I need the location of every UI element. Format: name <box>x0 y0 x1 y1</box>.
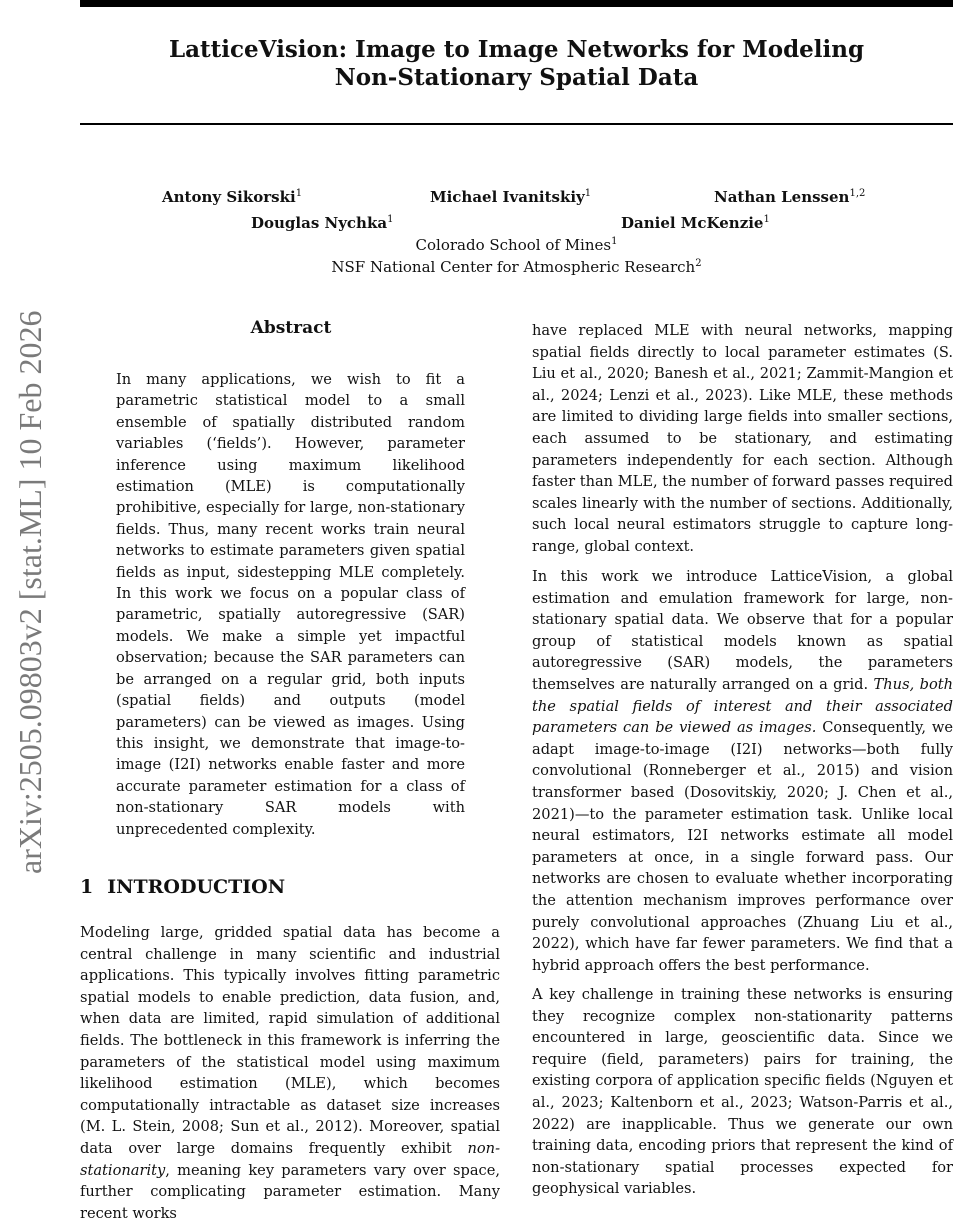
section-heading-introduction <box>80 876 285 898</box>
author-mckenzie: Daniel McKenzie$^1$ <box>621 214 770 232</box>
intro-paragraph-2: In this work we introduce LatticeVision, a global estimation and emulation framework for large, non-stationary spatial data. We observe that for a popular group of statistical models known as spatial autoregressive (SAR) models, the parameters themselves are naturally arranged on a grid. Thus, both the spatial fields of interest and their associated parameters can be viewed as images. Consequently, we adapt image-to-image (I2I) networks—both fully convolutional (Ronneberger et al., 2015) and vision transformer based (Dosovitskiy, 2020; J. Chen et al., 2021)—to the parameter estimation task. Unlike local neural estimators, I2I networks estimate all model parameters at once, in a single forward pass. Our networks are chosen to evaluate whether incorporating the attention mechanism improves performance over purely convolutional approaches (Zhuang Liu et al., 2022), which have far fewer parameters. We find that a hybrid approach offers the best performance. <box>532 568 953 974</box>
author-sikorski: Antony Sikorski$^1$ <box>162 188 303 206</box>
intro-paragraph-continued: have replaced MLE with neural networks, mapping spatial fields directly to local parameter estimates (S. Liu et al., 2020; Banesh et al., 2021; Zammit-Mangion et al., 2024; Lenzi et al., 2023). Like MLE, these methods are limited to dividing large fields into smaller sections, each assumed to be stationary, and estimating parameters independently for each section. Although faster than MLE, the number of forward passes required scales linearly with the number of sections. Additionally, such local neural estimators struggle to capture long-range, global context. <box>532 322 953 555</box>
emphasis-key-insight: Thus, both the spatial fields of interest and their associated parameters can be viewed as images. <box>532 675 953 737</box>
author-ivanitskiy: Michael Ivanitskiy$^1$ <box>430 188 592 206</box>
paper-title <box>80 36 953 92</box>
emphasis-non-stationarity: non-stationarity <box>80 1139 500 1179</box>
section-title: INTRODUCTION <box>107 876 286 898</box>
title-top-rule <box>80 0 953 7</box>
abstract-text: In many applications, we wish to fit a parametric statistical model to a small ensemble of spatially distributed random variables (‘fields’). However, parameter inference using maximum likelihood estimation (MLE) is computationally prohibitive, especially for large, non-stationary fields. Thus, many recent works train neural networks to estimate parameters given spatial fields as input, sidestepping MLE completely. In this work we focus on a popular class of parametric, spatially autoregressive (SAR) models. We make a simple yet impactful observation; because the SAR parameters can be arranged on a regular grid, both inputs (spatial fields) and outputs (model parameters) can be viewed as images. Using this insight, we demonstrate that image-to-image (I2I) networks enable faster and more accurate parameter estimation for a class of non-stationary SAR models with unprecedented complexity. <box>116 371 465 838</box>
intro-paragraph-1: Modeling large, gridded spatial data has become a central challenge in many scientific and industrial applications. This typically involves fitting parametric spatial models to enable prediction, data fusion, and, when data are limited, rapid simulation of additional fields. The bottleneck in this framework is inferring the parameters of the statistical model using maximum likelihood estimation (MLE), which becomes computationally intractable as dataset size increases (M. L. Stein, 2008; Sun et al., 2012). Moreover, spatial data over large domains frequently exhibit non-stationarity, meaning key parameters vary over space, further complicating parameter estimation. Many recent works <box>80 924 500 1222</box>
section-number: 1 <box>80 876 94 898</box>
author-nychka: Douglas Nychka$^1$ <box>251 214 394 232</box>
title-bottom-rule <box>80 123 953 125</box>
title-line-2: Non-Stationary Spatial Data <box>334 64 699 91</box>
abstract-heading: Abstract <box>250 318 332 338</box>
intro-paragraph-3: A key challenge in training these networks is ensuring they recognize complex non-stationarity patterns encountered in large, geoscientific data. Since we require (field, parameters) pairs for training, the existing corpora of application specific fields (Nguyen et al., 2023; Kaltenborn et al., 2023; Watson-Parris et al., 2022) are inapplicable. Thus we generate our own training data, encoding priors that represent the kind of non-stationary spatial processes expected for geophysical variables. <box>532 986 953 1198</box>
author-lenssen: Nathan Lenssen$^{1,2}$ <box>714 188 866 206</box>
affiliation-mines: Colorado School of Mines$^1$ <box>415 236 618 254</box>
title-line-1: LatticeVision: Image to Image Networks for Modeling <box>168 36 865 63</box>
arxiv-identifier-stamp: arXiv:2505.09803v2 [stat.ML] 10 Feb 2026 <box>12 310 48 874</box>
affiliation-ncar: NSF National Center for Atmospheric Research$^2$ <box>331 258 702 276</box>
